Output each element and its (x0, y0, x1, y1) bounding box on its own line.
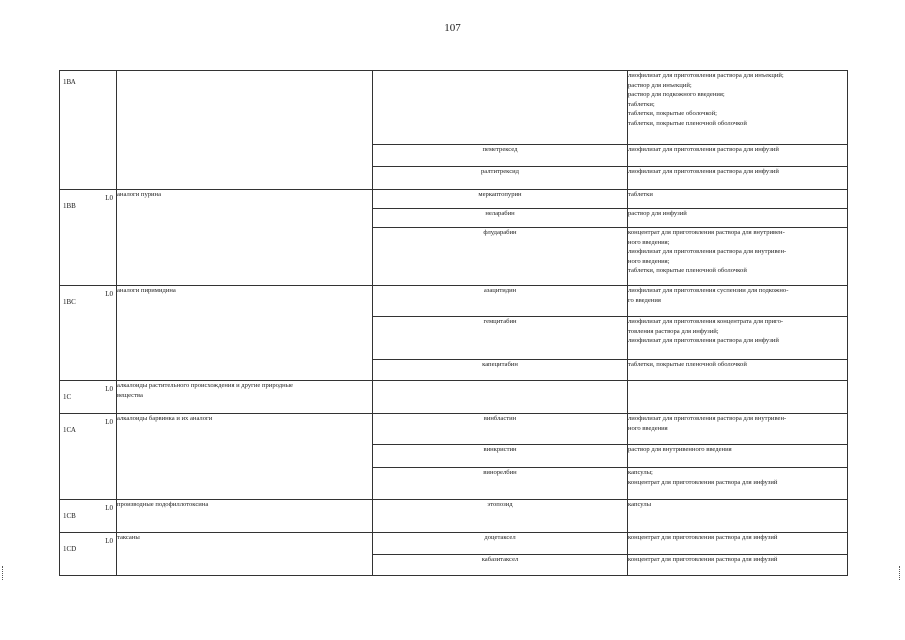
dosage-form: раствор для внутривенного введения (628, 445, 848, 468)
atc-code-cell (60, 190, 117, 286)
drug-name: неларабин (373, 209, 628, 228)
atc-code: 1ВС (63, 298, 76, 306)
level-marker: L0 (105, 385, 113, 393)
drug-name: гемцитабин (373, 317, 628, 360)
atc-code: 1СВ (63, 512, 76, 520)
table-row (60, 414, 848, 445)
drug-name: азацитидин (373, 286, 628, 317)
dosage-form: лиофилизат для приготовления раствора для внутривен- ного введения (628, 414, 848, 445)
atc-code-cell (60, 414, 117, 500)
dosage-form: лиофилизат для приготовления раствора для инфузий (628, 167, 848, 190)
drug-name (373, 71, 628, 145)
atc-code: 1ВВ (63, 202, 76, 210)
drug-name: доцетаксел (373, 533, 628, 555)
group-name: алкалоиды барвинка и их аналоги (117, 415, 213, 422)
drug-name: капецитабин (373, 360, 628, 381)
atc-code-cell (60, 286, 117, 381)
dosage-form: лиофилизат для приготовления концентрата для приго- товления раствора для инфузий; лиофилизат для приготовления раствора для инфузий (628, 317, 848, 360)
dosage-form: концентрат для приготовления раствора для внутривен- ного введения; лиофилизат для приготовления раствора для внутривен- ного введения; таблетки, покрытые пленочной оболочкой (628, 228, 848, 286)
drug-name: кабазитаксел (373, 555, 628, 576)
atc-code-cell (60, 381, 117, 414)
dosage-form: раствор для инфузий (628, 209, 848, 228)
drug-name: меркаптопурин (373, 190, 628, 209)
group-name: аналоги пурина (117, 191, 162, 198)
drug-name: пеметрексед (373, 145, 628, 167)
group-name: алкалоиды растительного происхождения и другие природные вещества (117, 381, 373, 414)
dosage-form: капсулы; концентрат для приготовления раствора для инфузий (628, 468, 848, 500)
atc-code: 1СА (63, 426, 76, 434)
group-name-cell (117, 533, 373, 576)
group-name-cell (117, 286, 373, 381)
dosage-form: концентрат для приготовления раствора для инфузий (628, 533, 848, 555)
group-name: аналоги пиримидина (117, 287, 176, 294)
atc-code-cell (60, 533, 117, 576)
table-row (60, 71, 848, 145)
level-marker: L0 (105, 504, 113, 512)
table-row (60, 533, 848, 555)
group-name-cell (117, 71, 373, 190)
group-name: производные подофиллотоксина (117, 500, 373, 533)
atc-drug-table (59, 70, 848, 576)
drug-name: винорелбин (373, 468, 628, 500)
atc-code: 1С (63, 393, 72, 401)
table-row (60, 190, 848, 209)
drug-name: винкристин (373, 445, 628, 468)
drug-name (373, 381, 628, 414)
table-row (60, 286, 848, 317)
atc-code-cell (60, 500, 117, 533)
group-name-cell (117, 414, 373, 500)
group-name: таксаны (117, 534, 140, 541)
scan-edge-mark-right (899, 566, 903, 580)
dosage-form: лиофилизат для приготовления раствора для инфузий (628, 145, 848, 167)
level-marker: L0 (105, 537, 113, 545)
page-number: 107 (444, 22, 461, 34)
scan-edge-mark-left (2, 566, 6, 580)
atc-code: 1ВА (63, 78, 76, 86)
dosage-form: капсулы (628, 500, 848, 533)
group-name-cell (117, 190, 373, 286)
level-marker: L0 (105, 290, 113, 298)
dosage-form (628, 381, 848, 414)
dosage-form: лиофилизат для приготовления раствора для инъекций; раствор для инъекций; раствор для подкожного введения; таблетки; таблетки, покрытые оболочкой; таблетки, покрытые пленочной оболочкой (628, 71, 848, 145)
drug-name: ралтитрексид (373, 167, 628, 190)
atc-code: 1CD (63, 545, 77, 553)
drug-name: флударабин (373, 228, 628, 286)
table-row (60, 500, 848, 533)
dosage-form: лиофилизат для приготовления суспензии для подкожно- го введения (628, 286, 848, 317)
dosage-form: таблетки (628, 190, 848, 209)
atc-code-cell (60, 71, 117, 190)
level-marker: L0 (105, 194, 113, 202)
dosage-form: концентрат для приготовления раствора для инфузий (628, 555, 848, 576)
drug-name: этопозид (373, 500, 628, 533)
drug-name: винбластин (373, 414, 628, 445)
table-row (60, 381, 848, 414)
level-marker: L0 (105, 418, 113, 426)
dosage-form: таблетки, покрытые пленочной оболочкой (628, 360, 848, 381)
